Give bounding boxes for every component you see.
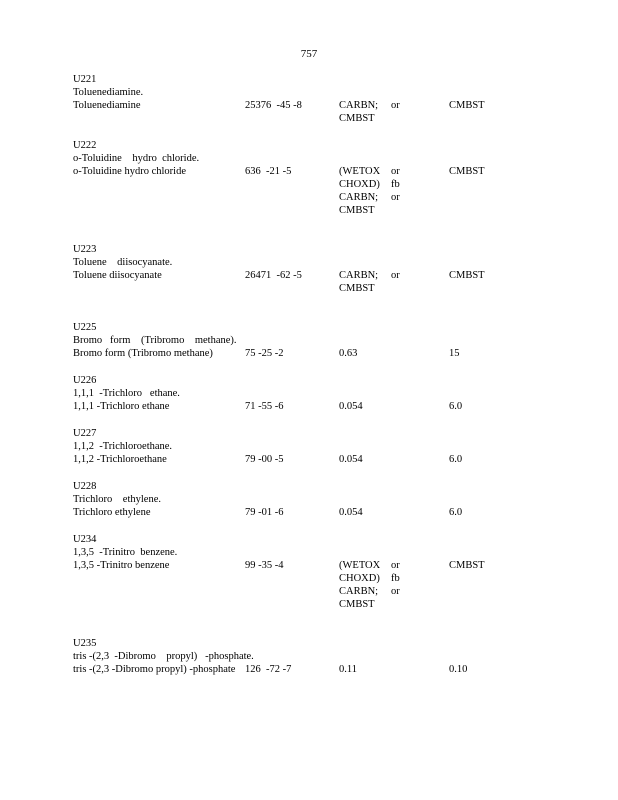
entry-title: 1,3,5 -Trinitro benzene. xyxy=(73,547,178,558)
wastewater-value: 0.054 xyxy=(339,401,363,412)
constituent-row xyxy=(73,400,553,413)
constituent-name: Toluene diisocyanate xyxy=(73,270,162,281)
waste-code: U222 xyxy=(73,140,97,151)
waste-code: U225 xyxy=(73,322,97,333)
cas-number: 71 -55 -6 xyxy=(245,401,284,412)
constituent-name: Bromo form (Tribromo methane) xyxy=(73,348,213,359)
entry-title: 1,1,1 -Trichloro ethane. xyxy=(73,388,180,399)
cas-number: 79 -01 -6 xyxy=(245,507,284,518)
nonwastewater-standard: 0.10 xyxy=(449,664,468,675)
constituent-name: Trichloro ethylene xyxy=(73,507,151,518)
wastewater-value: 0.63 xyxy=(339,348,358,359)
cas-number: 26471 -62 -5 xyxy=(245,270,302,281)
constituent-row xyxy=(73,559,553,611)
constituent-row xyxy=(73,165,553,217)
constituent-name: 1,1,2 -Trichloroethane xyxy=(73,454,167,465)
constituent-row xyxy=(73,453,553,466)
entry-title: Trichloro ethylene. xyxy=(73,494,161,505)
technology-code: (WETOX xyxy=(339,560,381,571)
entry-u234 xyxy=(73,533,553,611)
wastewater-standard xyxy=(339,165,449,217)
constituent-name: tris -(2,3 -Dibromo propyl) -phosphate xyxy=(73,664,236,675)
entry-u221 xyxy=(73,73,553,125)
waste-code: U221 xyxy=(73,74,97,85)
wastewater-standard xyxy=(339,99,449,125)
technology-connector xyxy=(391,282,421,295)
technology-connector: fb xyxy=(391,179,400,190)
entry-title: Bromo form (Tribromo methane). xyxy=(73,335,237,346)
technology-code: CARBN; xyxy=(339,586,379,597)
nonwastewater-standard: CMBST xyxy=(449,166,485,177)
technology-code: CARBN; xyxy=(339,192,379,203)
technology-code: CARBN; xyxy=(339,270,379,281)
nonwastewater-standard: 6.0 xyxy=(449,507,463,518)
entry-u222 xyxy=(73,139,553,217)
technology-connector: or xyxy=(391,166,400,177)
constituent-row xyxy=(73,99,553,125)
wastewater-standard xyxy=(339,506,449,519)
entry-u235 xyxy=(73,637,553,676)
constituent-row xyxy=(73,347,553,360)
constituent-row xyxy=(73,506,553,519)
technology-connector: fb xyxy=(391,573,400,584)
technology-connector: or xyxy=(391,270,400,281)
waste-code: U227 xyxy=(73,428,97,439)
entry-title: 1,1,2 -Trichloroethane. xyxy=(73,441,173,452)
technology-connector: or xyxy=(391,192,400,203)
waste-code-list xyxy=(73,73,553,690)
wastewater-standard xyxy=(339,559,449,611)
entry-u227 xyxy=(73,427,553,466)
entry-title: o-Toluidine hydro chloride. xyxy=(73,153,200,164)
constituent-name: o-Toluidine hydro chloride xyxy=(73,166,186,177)
constituent-row xyxy=(73,269,553,295)
wastewater-value: 0.11 xyxy=(339,664,357,675)
technology-connector xyxy=(391,204,421,217)
waste-code: U226 xyxy=(73,375,97,386)
nonwastewater-standard: 6.0 xyxy=(449,454,463,465)
technology-code: (WETOX xyxy=(339,166,381,177)
nonwastewater-standard: CMBST xyxy=(449,560,485,571)
entry-title: tris -(2,3 -Dibromo propyl) -phosphate. xyxy=(73,651,254,662)
entry-title: Toluene diisocyanate. xyxy=(73,257,173,268)
technology-code: CHOXD) xyxy=(339,179,380,190)
entry-u226 xyxy=(73,374,553,413)
technology-code: CMBST xyxy=(339,283,375,294)
wastewater-standard xyxy=(339,347,449,360)
wastewater-value: 0.054 xyxy=(339,507,363,518)
wastewater-standard xyxy=(339,269,449,295)
wastewater-standard xyxy=(339,453,449,466)
entry-u225 xyxy=(73,321,553,360)
entry-u228 xyxy=(73,480,553,519)
technology-code: CMBST xyxy=(339,205,375,216)
entry-u223 xyxy=(73,243,553,295)
cas-number: 79 -00 -5 xyxy=(245,454,284,465)
nonwastewater-standard: CMBST xyxy=(449,100,485,111)
technology-code: CARBN; xyxy=(339,100,379,111)
constituent-name: Toluenediamine xyxy=(73,100,141,111)
technology-code: CMBST xyxy=(339,113,375,124)
technology-code: CMBST xyxy=(339,599,375,610)
cas-number: 75 -25 -2 xyxy=(245,348,284,359)
waste-code: U223 xyxy=(73,244,97,255)
technology-connector xyxy=(391,598,421,611)
waste-code: U234 xyxy=(73,534,97,545)
waste-code: U235 xyxy=(73,638,97,649)
technology-connector: or xyxy=(391,100,400,111)
cas-number: 126 -72 -7 xyxy=(245,664,292,675)
constituent-name: 1,1,1 -Trichloro ethane xyxy=(73,401,170,412)
constituent-row xyxy=(73,663,553,676)
cas-number: 636 -21 -5 xyxy=(245,166,292,177)
page-number: 757 xyxy=(300,48,318,60)
entry-title: Toluenediamine. xyxy=(73,87,144,98)
cas-number: 99 -35 -4 xyxy=(245,560,284,571)
technology-code: CHOXD) xyxy=(339,573,380,584)
technology-connector: or xyxy=(391,586,400,597)
nonwastewater-standard: 6.0 xyxy=(449,401,463,412)
technology-connector: or xyxy=(391,560,400,571)
technology-connector xyxy=(391,112,421,125)
cas-number: 25376 -45 -8 xyxy=(245,100,302,111)
constituent-name: 1,3,5 -Trinitro benzene xyxy=(73,560,170,571)
wastewater-standard xyxy=(339,663,449,676)
wastewater-value: 0.054 xyxy=(339,454,363,465)
wastewater-standard xyxy=(339,400,449,413)
nonwastewater-standard: 15 xyxy=(449,348,460,359)
nonwastewater-standard: CMBST xyxy=(449,270,485,281)
waste-code: U228 xyxy=(73,481,97,492)
